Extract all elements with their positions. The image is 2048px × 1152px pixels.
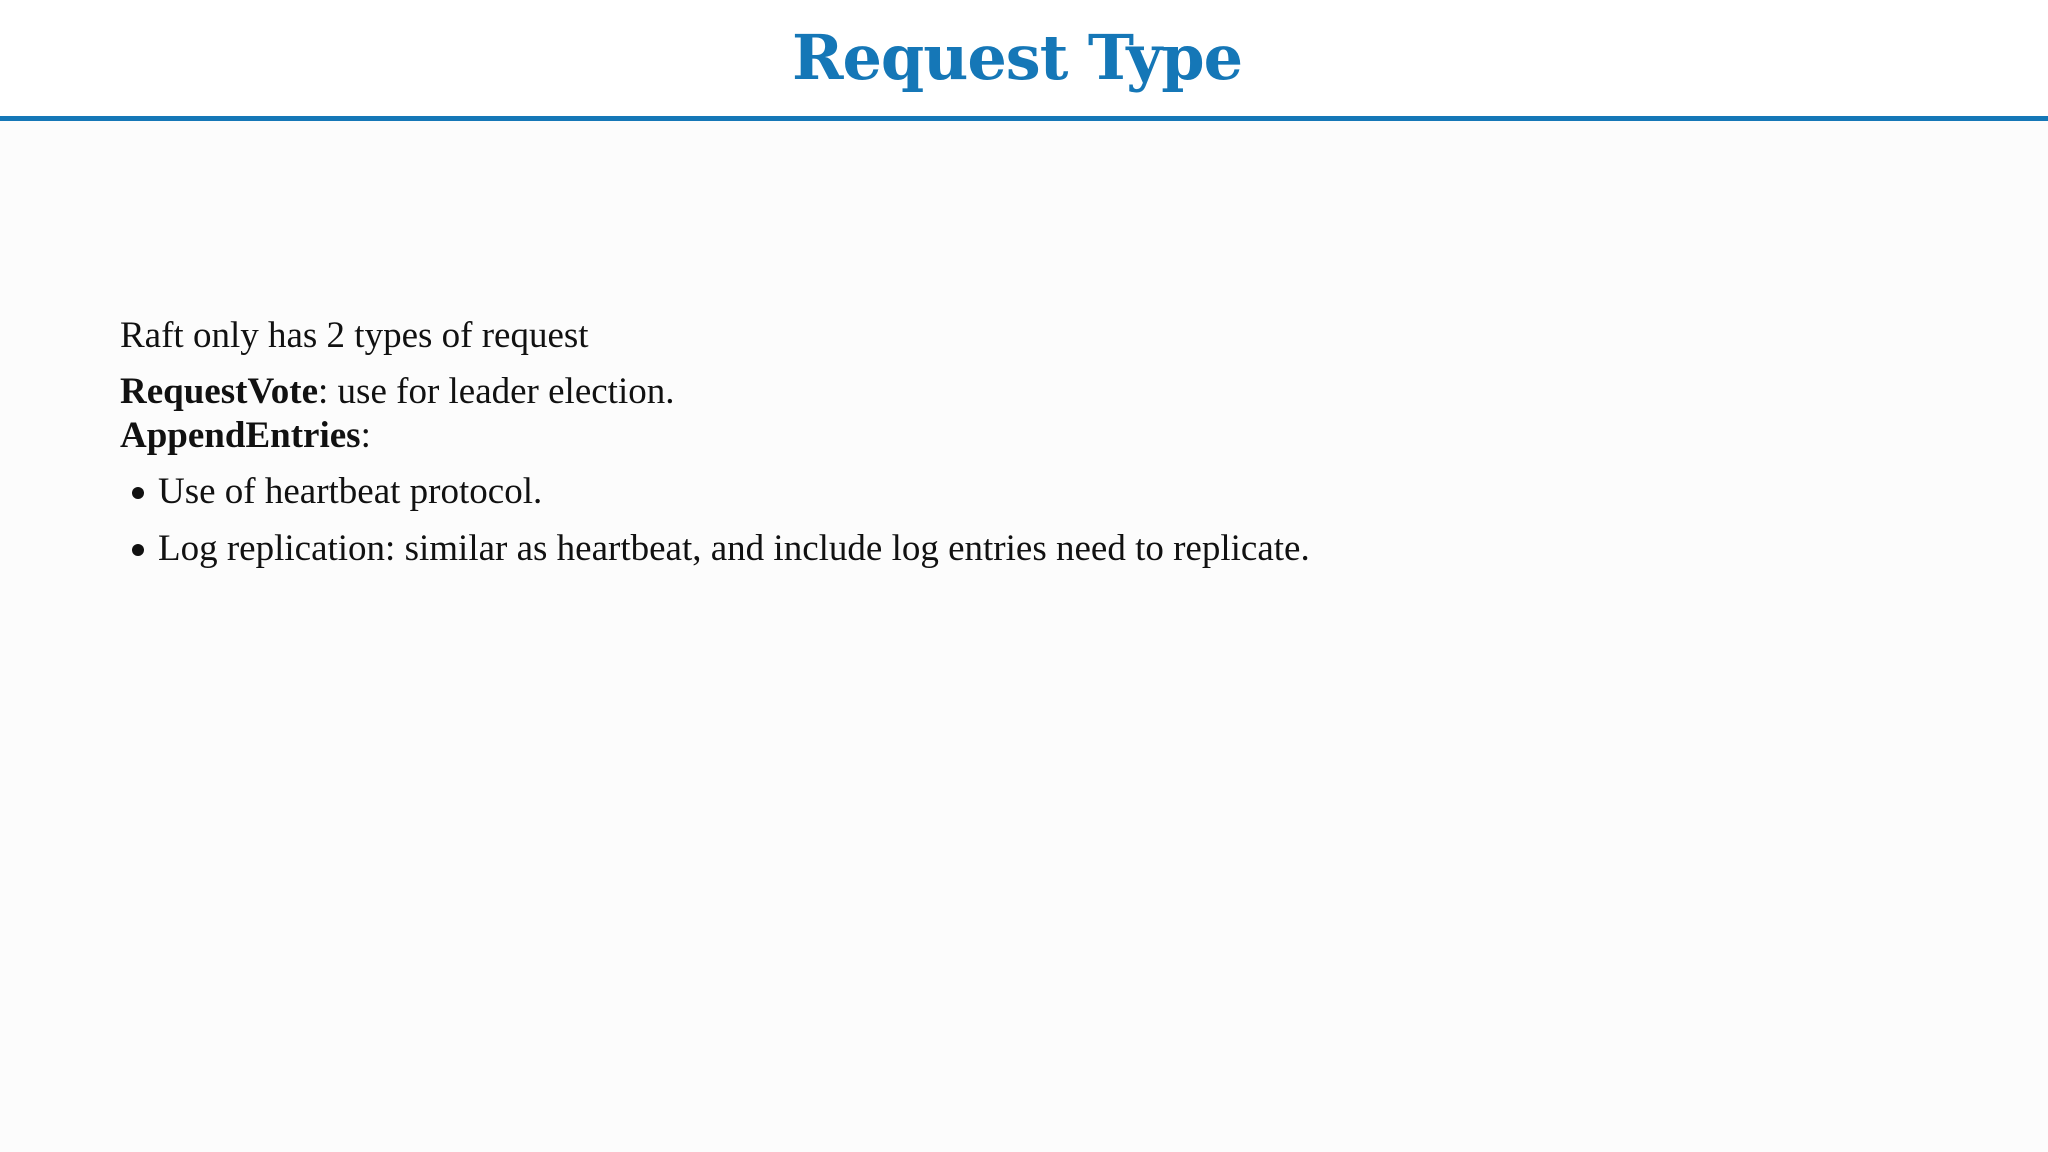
definition-appendentries <box>120 414 1920 458</box>
bullet-item-log-replication <box>120 527 1920 571</box>
bullet-text: Log replication: similar as heartbeat, and include log entries need to replicate. <box>158 528 1310 569</box>
bullet-text: Use of heartbeat protocol. <box>158 471 543 512</box>
bullet-dot-icon <box>132 544 144 556</box>
definition-requestvote <box>120 370 1920 414</box>
definition-text: : use for leader election. <box>318 371 675 412</box>
intro-text: Raft only has 2 types of request <box>120 315 589 356</box>
slide-title: Request Type <box>791 21 1243 94</box>
bullet-dot-icon <box>132 487 144 499</box>
definition-term: RequestVote <box>120 371 319 412</box>
definition-text: : <box>360 415 371 456</box>
definition-term: AppendEntries <box>120 415 361 456</box>
bullet-list <box>120 470 1920 571</box>
title-divider <box>0 116 2048 121</box>
slide-body <box>120 314 1920 584</box>
slide-header <box>0 0 2048 118</box>
bullet-item-heartbeat <box>120 470 1920 514</box>
